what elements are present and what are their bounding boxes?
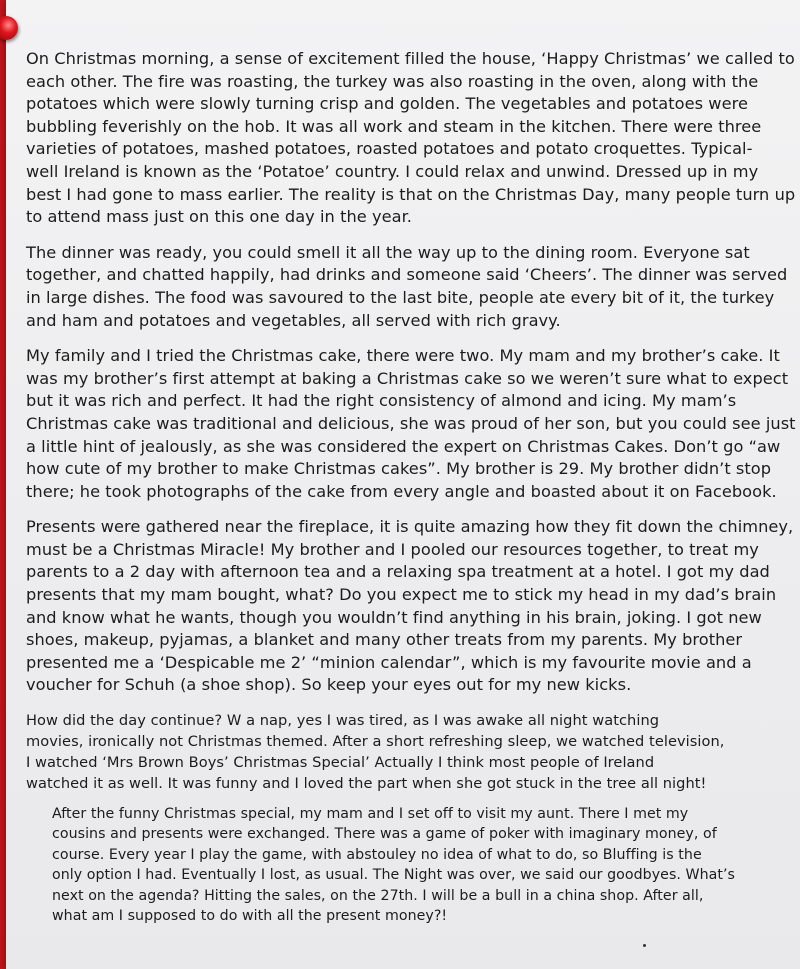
text-line: watched it as well. It was funny and I loved the part when she got stuck in the tree all night! bbox=[26, 775, 707, 793]
text-line: Presents were gathered near the fireplace, it is quite amazing how they fit down the chimney, bbox=[26, 517, 794, 537]
text-line: parents to a 2 day with afternoon tea and a relaxing spa treatment at a hotel. I got my dad bbox=[26, 562, 770, 582]
paragraph-day-continue bbox=[26, 710, 794, 794]
text-line: shoes, makeup, pyjamas, a blanket and many other treats from my parents. My brother bbox=[26, 630, 743, 650]
paragraph-visit-aunt bbox=[52, 804, 794, 926]
text-line: was my brother’s first attempt at baking a Christmas cake so we weren’t sure what to expect bbox=[26, 368, 789, 388]
text-line: and ham and potatoes and vegetables, all served with rich gravy. bbox=[26, 310, 561, 330]
text-line: but it was rich and perfect. It had the right consistency of almond and icing. My mam’s bbox=[26, 391, 737, 411]
text-line: potatoes which were slowly turning crisp and golden. The vegetables and potatoes were bbox=[26, 94, 748, 114]
text-line: must be a Christmas Miracle! My brother and I pooled our resources together, to treat my bbox=[26, 539, 759, 559]
text-line: voucher for Schuh (a shoe shop). So keep your eyes out for my new kicks. bbox=[26, 675, 632, 695]
text-line: My family and I tried the Christmas cake, there were two. My mam and my brother’s cake. It bbox=[26, 346, 780, 366]
text-line: each other. The fire was roasting, the turkey was also roasting in the oven, along with the bbox=[26, 71, 759, 91]
paragraph-christmas-cake bbox=[26, 345, 794, 503]
text-line: in large dishes. The food was savoured to the last bite, people ate every bit of it, the turkey bbox=[26, 287, 775, 307]
text-line: After the funny Christmas special, my mam and I set off to visit my aunt. There I met my bbox=[52, 806, 689, 823]
text-line: presents that my mam bought, what? Do you expect me to stick my head in my dad’s brain bbox=[26, 585, 777, 605]
text-line: how cute of my brother to make Christmas cakes”. My brother is 29. My brother didn’t stop bbox=[26, 459, 772, 479]
speck-mark bbox=[643, 944, 646, 947]
document-body bbox=[26, 48, 794, 939]
text-line: and know what he wants, though you wouldn’t find anything in his brain, joking. I got new bbox=[26, 607, 762, 627]
text-line: what am I supposed to do with all the present money?! bbox=[52, 908, 448, 925]
text-line: The dinner was ready, you could smell it all the way up to the dining room. Everyone sat bbox=[26, 242, 750, 262]
paragraph-christmas-morning bbox=[26, 48, 794, 229]
text-line: presented me a ‘Despicable me 2’ “minion calendar”, which is my favourite movie and a bbox=[26, 652, 752, 672]
paragraph-dinner bbox=[26, 242, 794, 332]
paragraph-presents bbox=[26, 516, 794, 697]
text-line: On Christmas morning, a sense of excitement filled the house, ‘Happy Christmas’ we called to bbox=[26, 49, 795, 68]
text-line: together, and chatted happily, had drinks and someone said ‘Cheers’. The dinner was served bbox=[26, 265, 788, 285]
text-line: best I had gone to mass earlier. The reality is that on the Christmas Day, many people turn up bbox=[26, 184, 796, 204]
text-line: course. Every year I play the game, with abstouley no idea of what to do, so Bluffing is the bbox=[52, 846, 702, 863]
text-line: there; he took photographs of the cake from every angle and boasted about it on Facebook. bbox=[26, 481, 777, 501]
text-line: I watched ‘Mrs Brown Boys’ Christmas Special’ Actually I think most people of Ireland bbox=[26, 754, 655, 772]
text-line: Christmas cake was traditional and delicious, she was proud of her son, but you could see just bbox=[26, 413, 796, 433]
text-line: varieties of potatoes, mashed potatoes, roasted potatoes and potato croquettes. Typical- bbox=[26, 139, 753, 159]
text-line: movies, ironically not Christmas themed. After a short refreshing sleep, we watched television, bbox=[26, 733, 725, 751]
paper-sheet bbox=[6, 0, 800, 969]
text-line: to attend mass just on this one day in the year. bbox=[26, 207, 412, 227]
text-line: bubbling feverishly on the hob. It was all work and steam in the kitchen. There were three bbox=[26, 116, 762, 136]
text-line: next on the agenda? Hitting the sales, on the 27th. I will be a bull in a china shop. After all, bbox=[52, 887, 704, 904]
text-line: only option I had. Eventually I lost, as usual. The Night was over, we said our goodbyes. What’s bbox=[52, 867, 736, 884]
text-line: cousins and presents were exchanged. There was a game of poker with imaginary money, of bbox=[52, 826, 717, 843]
text-line: a little hint of jealously, as she was considered the expert on Christmas Cakes. Don’t go “aw bbox=[26, 436, 781, 456]
text-line: well Ireland is known as the ‘Potatoe’ country. I could relax and unwind. Dressed up in my bbox=[26, 161, 759, 181]
text-line: How did the day continue? W a nap, yes I was tired, as I was awake all night watching bbox=[26, 712, 660, 730]
